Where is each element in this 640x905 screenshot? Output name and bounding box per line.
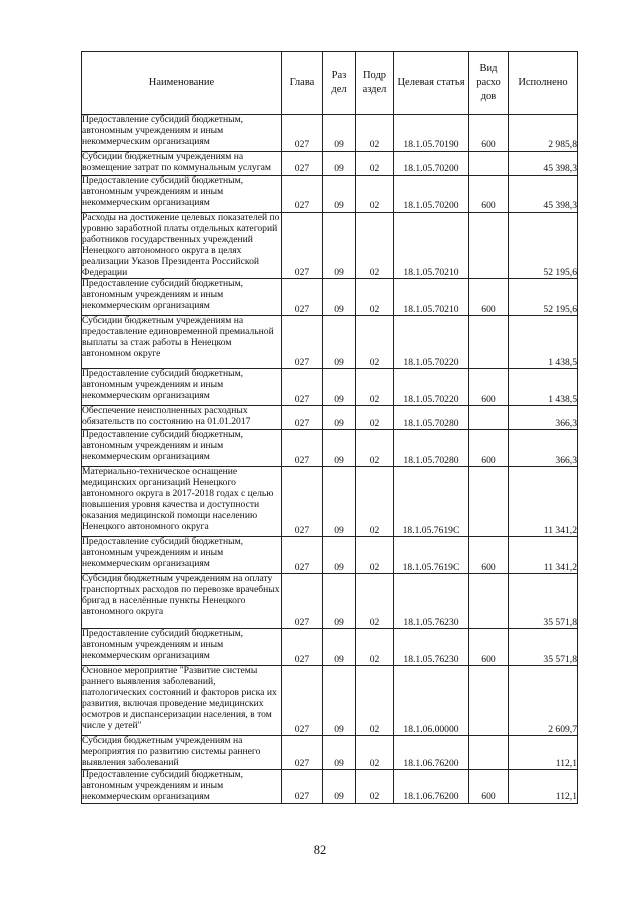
table-row <box>82 430 578 467</box>
row-subsection: 02 <box>356 316 394 369</box>
table-row <box>82 152 578 176</box>
row-chapter: 027 <box>282 666 323 736</box>
row-subsection: 02 <box>356 770 394 804</box>
table-row <box>82 770 578 804</box>
row-target: 18.1.05.70200 <box>394 152 469 176</box>
row-kind <box>469 736 509 770</box>
row-section: 09 <box>323 213 356 279</box>
row-section: 09 <box>323 770 356 804</box>
row-target: 18.1.05.70190 <box>394 115 469 152</box>
row-section: 09 <box>323 467 356 537</box>
row-chapter: 027 <box>282 213 323 279</box>
row-name: Основное мероприятие "Развитие системы раннего выявления заболеваний, патологических состояний и факторов риска их развития, включая проведение медицинских осмотров и диспансеризации населения, в том числе у детей" <box>82 666 282 736</box>
header-executed: Исполнено <box>509 52 578 115</box>
row-chapter: 027 <box>282 736 323 770</box>
row-name: Предоставление субсидий бюджетным, автономным учреждениям и иным некоммерческим организациям <box>82 115 282 152</box>
header-kind: Вид расхо дов <box>469 52 509 115</box>
row-name: Предоставление субсидий бюджетным, автономным учреждениям и иным некоммерческим организациям <box>82 279 282 316</box>
table-body <box>82 115 578 804</box>
row-subsection: 02 <box>356 629 394 666</box>
row-subsection: 02 <box>356 176 394 213</box>
row-section: 09 <box>323 666 356 736</box>
row-kind: 600 <box>469 629 509 666</box>
row-name: Расходы на достижение целевых показателей по уровню заработной платы отдельных категорий работников государственных учреждений Ненецкого автономного округа в целях реализации Указов Президента Российской Федерации <box>82 213 282 279</box>
row-executed: 112,1 <box>509 770 578 804</box>
table-row <box>82 537 578 574</box>
row-subsection: 02 <box>356 152 394 176</box>
row-name: Субсидии бюджетным учреждениям на возмещение затрат по коммунальным услугам <box>82 152 282 176</box>
row-executed: 52 195,6 <box>509 213 578 279</box>
budget-table <box>81 51 578 804</box>
row-subsection: 02 <box>356 736 394 770</box>
table-row <box>82 406 578 430</box>
row-section: 09 <box>323 316 356 369</box>
row-executed: 35 571,8 <box>509 629 578 666</box>
row-chapter: 027 <box>282 369 323 406</box>
row-section: 09 <box>323 537 356 574</box>
row-section: 09 <box>323 406 356 430</box>
row-executed: 366,3 <box>509 406 578 430</box>
row-subsection: 02 <box>356 537 394 574</box>
row-target: 18.1.05.7619С <box>394 537 469 574</box>
table-row <box>82 316 578 369</box>
row-chapter: 027 <box>282 176 323 213</box>
row-executed: 35 571,8 <box>509 574 578 629</box>
row-chapter: 027 <box>282 406 323 430</box>
row-section: 09 <box>323 152 356 176</box>
row-target: 18.1.05.76230 <box>394 629 469 666</box>
row-executed: 1 438,5 <box>509 369 578 406</box>
row-name: Субсидии бюджетным учреждениям на предоставление единовременной премиальной выплаты за стаж работы в Ненецком автономном округе <box>82 316 282 369</box>
row-chapter: 027 <box>282 467 323 537</box>
row-chapter: 027 <box>282 279 323 316</box>
row-executed: 45 398,3 <box>509 152 578 176</box>
row-chapter: 027 <box>282 574 323 629</box>
row-executed: 2 985,8 <box>509 115 578 152</box>
table-row <box>82 369 578 406</box>
table-row <box>82 574 578 629</box>
table-row <box>82 666 578 736</box>
header-subsection: Подр аздел <box>356 52 394 115</box>
table-row <box>82 176 578 213</box>
row-chapter: 027 <box>282 629 323 666</box>
row-name: Предоставление субсидий бюджетным, автономным учреждениям и иным некоммерческим организациям <box>82 176 282 213</box>
row-kind: 600 <box>469 279 509 316</box>
row-kind <box>469 152 509 176</box>
header-target: Целевая статья <box>394 52 469 115</box>
row-target: 18.1.05.70220 <box>394 369 469 406</box>
row-executed: 52 195,6 <box>509 279 578 316</box>
row-kind <box>469 467 509 537</box>
row-name: Субсидия бюджетным учреждениям на мероприятия по развитию системы раннего выявления заболеваний <box>82 736 282 770</box>
row-kind: 600 <box>469 537 509 574</box>
row-name: Предоставление субсидий бюджетным, автономным учреждениям и иным некоммерческим организациям <box>82 430 282 467</box>
table-row <box>82 736 578 770</box>
table-header-row <box>82 52 578 115</box>
row-target: 18.1.06.00000 <box>394 666 469 736</box>
row-subsection: 02 <box>356 369 394 406</box>
row-target: 18.1.06.76200 <box>394 770 469 804</box>
row-chapter: 027 <box>282 316 323 369</box>
row-kind <box>469 406 509 430</box>
table-row <box>82 629 578 666</box>
page-number: 82 <box>313 843 327 857</box>
row-subsection: 02 <box>356 666 394 736</box>
row-kind: 600 <box>469 115 509 152</box>
row-target: 18.1.05.70280 <box>394 406 469 430</box>
header-section: Раз дел <box>323 52 356 115</box>
row-chapter: 027 <box>282 537 323 574</box>
row-subsection: 02 <box>356 279 394 316</box>
row-subsection: 02 <box>356 430 394 467</box>
row-kind <box>469 316 509 369</box>
row-executed: 11 341,2 <box>509 537 578 574</box>
row-kind: 600 <box>469 176 509 213</box>
row-target: 18.1.06.76200 <box>394 736 469 770</box>
row-name: Предоставление субсидий бюджетным, автономным учреждениям и иным некоммерческим организациям <box>82 369 282 406</box>
row-executed: 112,1 <box>509 736 578 770</box>
row-section: 09 <box>323 629 356 666</box>
row-section: 09 <box>323 574 356 629</box>
row-section: 09 <box>323 369 356 406</box>
row-executed: 45 398,3 <box>509 176 578 213</box>
row-name: Предоставление субсидий бюджетным, автономным учреждениям и иным некоммерческим организациям <box>82 770 282 804</box>
row-executed: 2 609,7 <box>509 666 578 736</box>
table-row <box>82 213 578 279</box>
row-subsection: 02 <box>356 213 394 279</box>
row-subsection: 02 <box>356 574 394 629</box>
row-executed: 1 438,5 <box>509 316 578 369</box>
row-name: Предоставление субсидий бюджетным, автономным учреждениям и иным некоммерческим организациям <box>82 629 282 666</box>
row-target: 18.1.05.70210 <box>394 213 469 279</box>
row-chapter: 027 <box>282 770 323 804</box>
row-executed: 366,3 <box>509 430 578 467</box>
row-section: 09 <box>323 279 356 316</box>
row-section: 09 <box>323 430 356 467</box>
row-name: Субсидия бюджетным учреждениям на оплату транспортных расходов по перевозке врачебных бригад в населённые пункты Ненецкого автономного округа <box>82 574 282 629</box>
table-row <box>82 467 578 537</box>
row-target: 18.1.05.7619С <box>394 467 469 537</box>
row-subsection: 02 <box>356 467 394 537</box>
row-name: Материально-техническое оснащение медицинских организаций Ненецкого автономного округа в 2017-2018 годах с целью повышения уровня качества и доступности оказания медицинской помощи населению Ненецкого автономного округа <box>82 467 282 537</box>
row-kind <box>469 666 509 736</box>
row-chapter: 027 <box>282 430 323 467</box>
row-target: 18.1.05.70210 <box>394 279 469 316</box>
row-target: 18.1.05.70280 <box>394 430 469 467</box>
row-chapter: 027 <box>282 115 323 152</box>
row-kind: 600 <box>469 369 509 406</box>
table-row <box>82 115 578 152</box>
row-chapter: 027 <box>282 152 323 176</box>
row-kind <box>469 213 509 279</box>
row-kind <box>469 574 509 629</box>
row-section: 09 <box>323 176 356 213</box>
row-section: 09 <box>323 736 356 770</box>
row-target: 18.1.05.76230 <box>394 574 469 629</box>
row-target: 18.1.05.70200 <box>394 176 469 213</box>
row-subsection: 02 <box>356 115 394 152</box>
table-row <box>82 279 578 316</box>
row-name: Предоставление субсидий бюджетным, автономным учреждениям и иным некоммерческим организациям <box>82 537 282 574</box>
row-name: Обеспечение неисполненных расходных обязательств по состоянию на 01.01.2017 <box>82 406 282 430</box>
row-kind: 600 <box>469 430 509 467</box>
row-section: 09 <box>323 115 356 152</box>
header-name: Наименование <box>82 52 282 115</box>
row-kind: 600 <box>469 770 509 804</box>
row-target: 18.1.05.70220 <box>394 316 469 369</box>
row-subsection: 02 <box>356 406 394 430</box>
row-executed: 11 341,2 <box>509 467 578 537</box>
header-chapter: Глава <box>282 52 323 115</box>
